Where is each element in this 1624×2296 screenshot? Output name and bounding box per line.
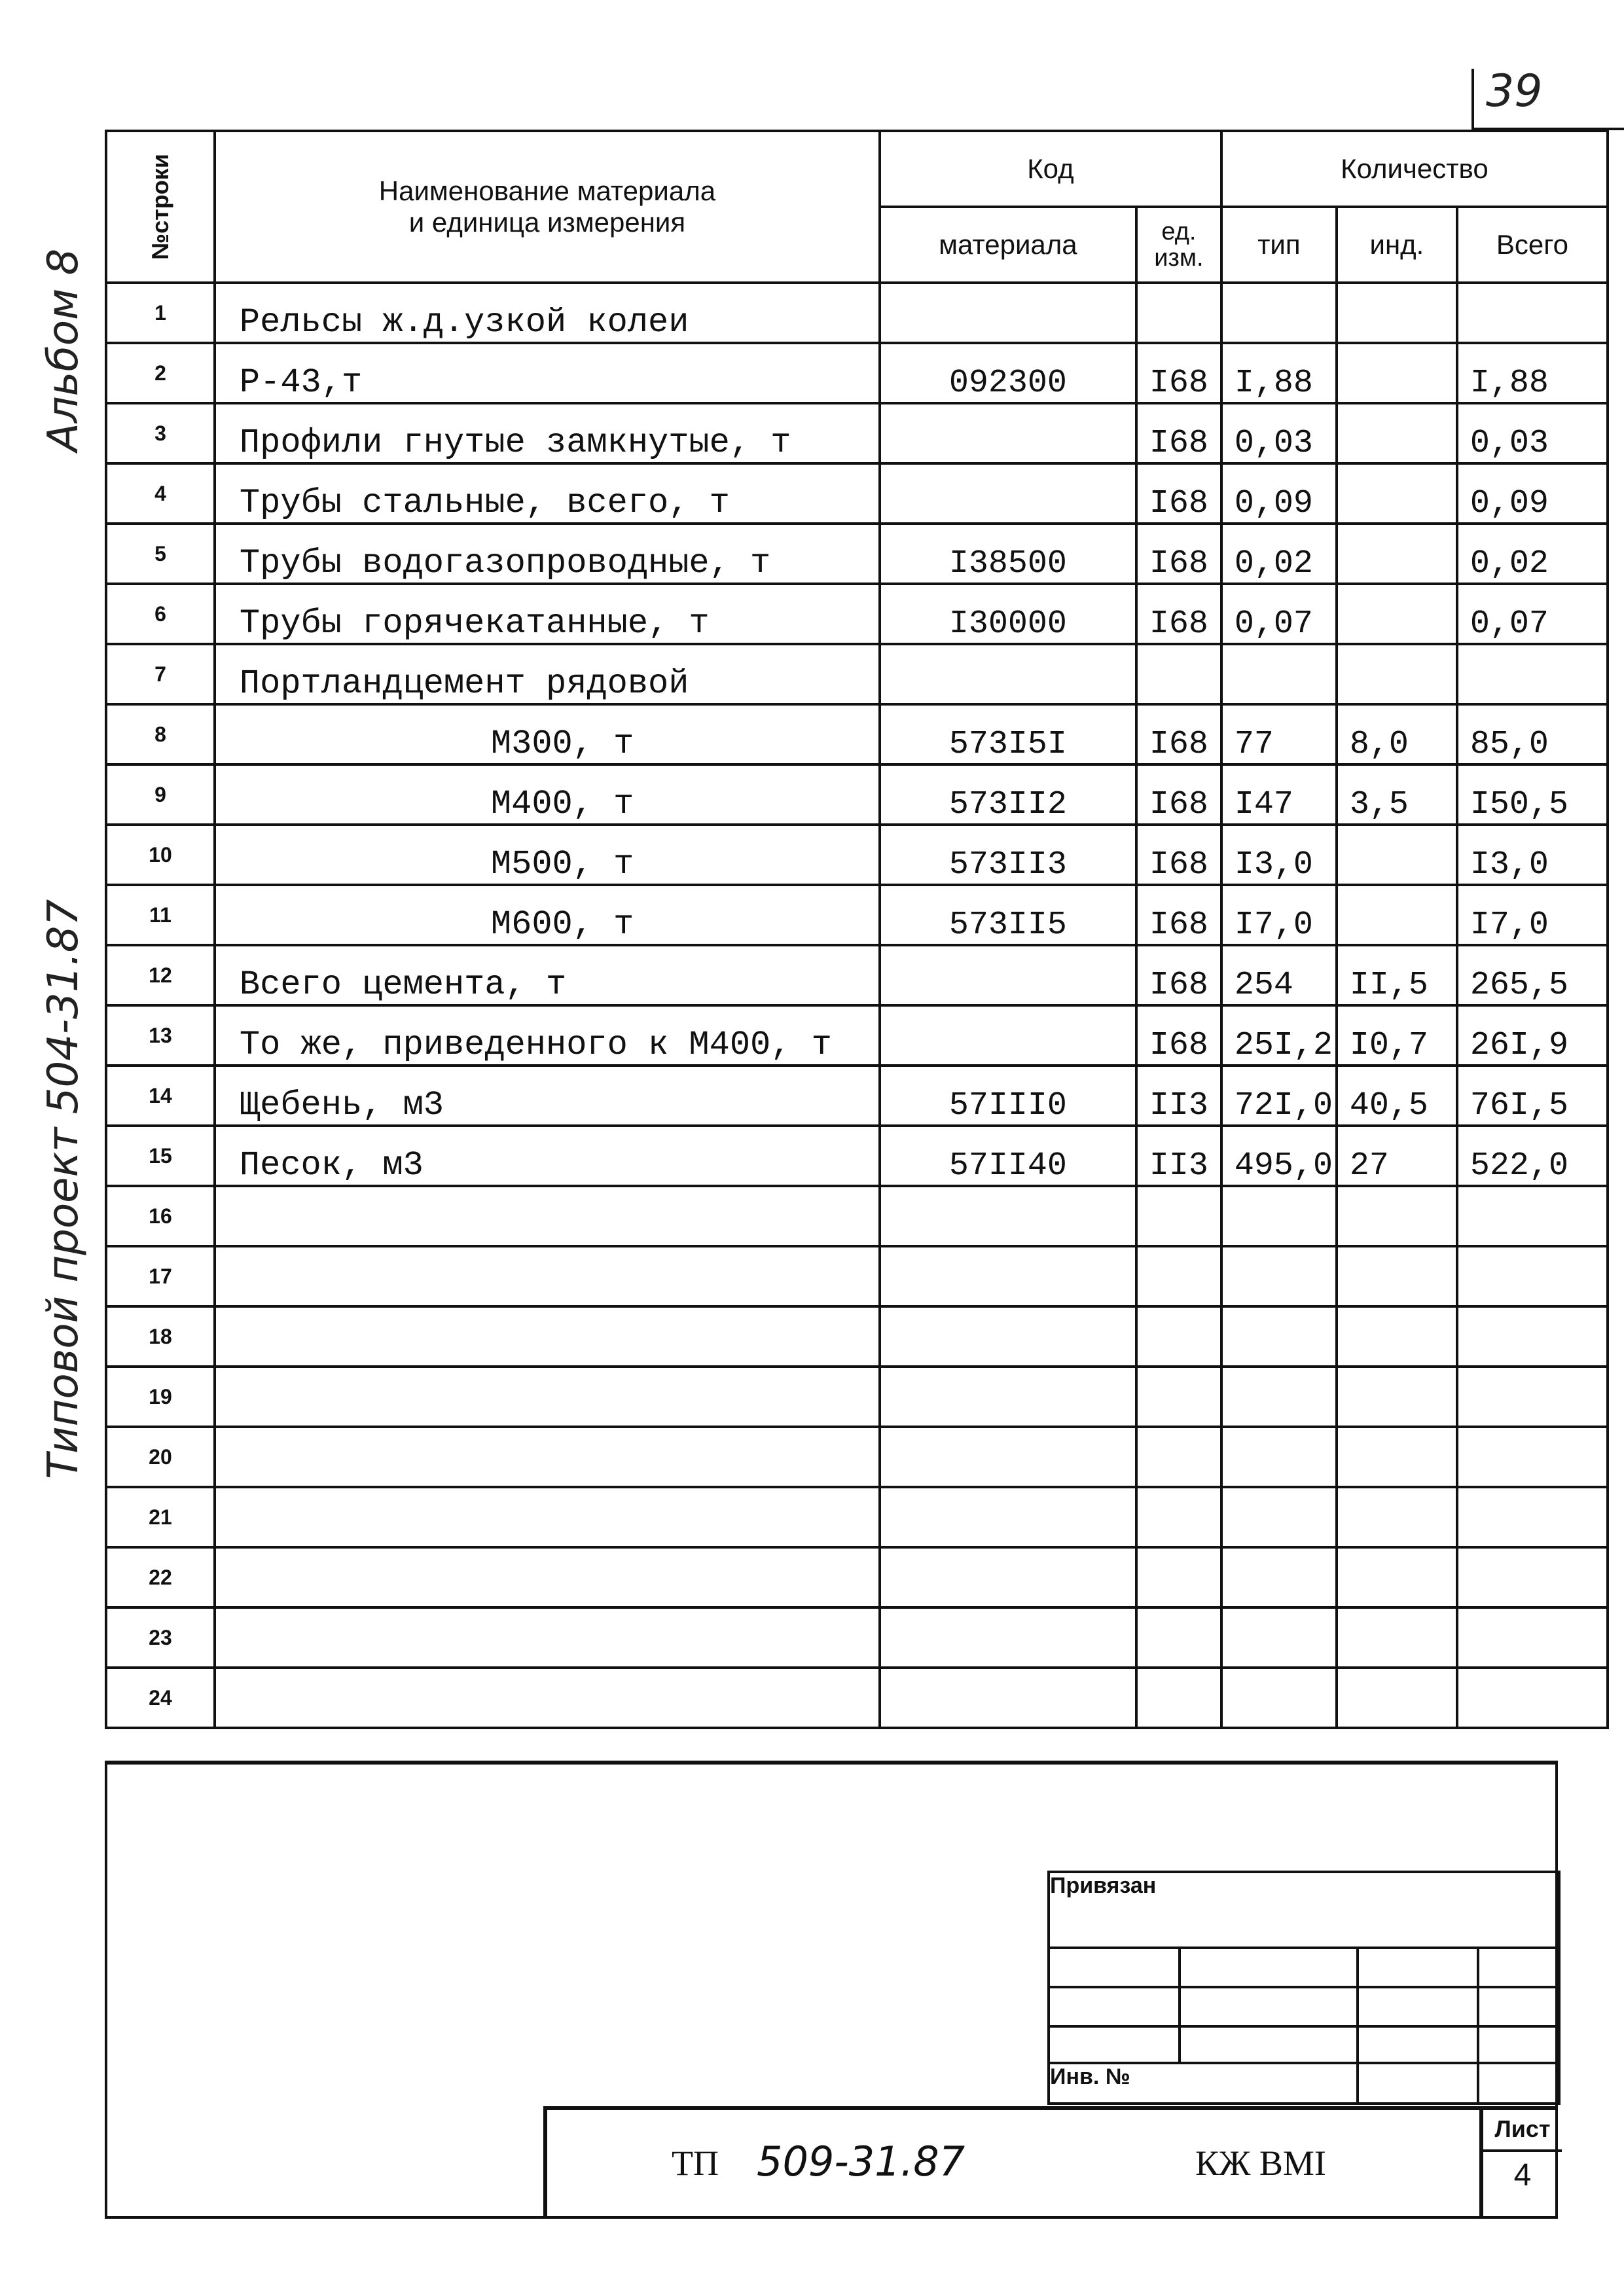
row-number: 13 <box>106 1005 215 1066</box>
material-name: Всего цемента, т <box>215 945 880 1005</box>
type-quantity <box>1221 1427 1337 1487</box>
row-number: 23 <box>106 1607 215 1668</box>
type-quantity: 25I,2 <box>1221 1005 1337 1066</box>
type-quantity-header: тип <box>1221 207 1337 283</box>
material-name: Р-43,т <box>215 343 880 403</box>
table-row <box>106 1306 1608 1367</box>
individual-quantity: 3,5 <box>1337 764 1457 825</box>
material-code <box>880 1668 1136 1728</box>
material-code <box>880 1547 1136 1607</box>
unit-code: I68 <box>1136 945 1221 1005</box>
unit-code: I68 <box>1136 825 1221 885</box>
unit-code: II3 <box>1136 1126 1221 1186</box>
type-quantity <box>1221 1367 1337 1427</box>
stamp-cell <box>1478 1948 1559 1987</box>
material-name <box>215 1306 880 1367</box>
unit-code <box>1136 644 1221 704</box>
row-number: 1 <box>106 283 215 343</box>
stamp-bound-label: Привязан <box>1049 1872 1559 1948</box>
individual-quantity <box>1337 825 1457 885</box>
materials-table <box>105 130 1609 1729</box>
total-quantity: 0,03 <box>1457 403 1608 463</box>
total-quantity <box>1457 1427 1608 1487</box>
material-code <box>880 1186 1136 1246</box>
type-quantity: I47 <box>1221 764 1337 825</box>
unit-code <box>1136 1668 1221 1728</box>
total-quantity <box>1457 1246 1608 1306</box>
row-number: 9 <box>106 764 215 825</box>
total-quantity: I50,5 <box>1457 764 1608 825</box>
material-name: Профили гнутые замкнутые, т <box>215 403 880 463</box>
code-header: Код <box>880 131 1221 207</box>
table-row <box>106 1066 1608 1126</box>
total-quantity-header: Всего <box>1457 207 1608 283</box>
material-name: Трубы горячекатанные, т <box>215 584 880 644</box>
stamp-cell <box>1049 1948 1180 1987</box>
material-name: Песок, м3 <box>215 1126 880 1186</box>
material-name: Портландцемент рядовой <box>215 644 880 704</box>
total-quantity: I,88 <box>1457 343 1608 403</box>
material-code: 573II2 <box>880 764 1136 825</box>
stamp-cell <box>1049 2026 1180 2063</box>
total-quantity: 26I,9 <box>1457 1005 1608 1066</box>
quantity-header: Количество <box>1221 131 1608 207</box>
table-row <box>106 584 1608 644</box>
material-code: 573I5I <box>880 704 1136 764</box>
individual-quantity-header: инд. <box>1337 207 1457 283</box>
type-quantity: 254 <box>1221 945 1337 1005</box>
individual-quantity <box>1337 1246 1457 1306</box>
material-name <box>215 1487 880 1547</box>
material-code: 573II5 <box>880 885 1136 945</box>
table-body <box>106 283 1608 1728</box>
title-block-project-code: 509-31.87 <box>757 2138 965 2185</box>
type-quantity: 0,09 <box>1221 463 1337 524</box>
row-number: 21 <box>106 1487 215 1547</box>
stamp-cell <box>1478 2063 1559 2104</box>
individual-quantity: 40,5 <box>1337 1066 1457 1126</box>
type-quantity: I3,0 <box>1221 825 1337 885</box>
table-row <box>106 283 1608 343</box>
unit-code: I68 <box>1136 524 1221 584</box>
type-quantity <box>1221 283 1337 343</box>
header-row-top <box>106 131 1608 207</box>
row-number: 2 <box>106 343 215 403</box>
table-row <box>106 764 1608 825</box>
material-name <box>215 1246 880 1306</box>
material-code <box>880 644 1136 704</box>
type-quantity <box>1221 1246 1337 1306</box>
total-quantity <box>1457 1668 1608 1728</box>
row-number: 8 <box>106 704 215 764</box>
material-name: М600, т <box>215 885 880 945</box>
material-code <box>880 1427 1136 1487</box>
material-name <box>215 1367 880 1427</box>
table-row <box>106 1246 1608 1306</box>
material-name: М400, т <box>215 764 880 825</box>
unit-code: I68 <box>1136 764 1221 825</box>
individual-quantity <box>1337 1306 1457 1367</box>
total-quantity: 85,0 <box>1457 704 1608 764</box>
material-name <box>215 1427 880 1487</box>
total-quantity <box>1457 1367 1608 1427</box>
unit-header: ед. изм. <box>1136 207 1221 283</box>
type-quantity: 495,0 <box>1221 1126 1337 1186</box>
stamp-cell <box>1478 1987 1559 2026</box>
individual-quantity <box>1337 1607 1457 1668</box>
stamp-cell <box>1180 1948 1358 1987</box>
total-quantity <box>1457 1487 1608 1547</box>
sheet-label: Лист <box>1483 2110 1562 2152</box>
page-number-frame <box>1471 69 1474 128</box>
sheet-number: 4 <box>1513 2158 1532 2193</box>
row-number: 19 <box>106 1367 215 1427</box>
material-name <box>215 1607 880 1668</box>
row-number: 6 <box>106 584 215 644</box>
table-row <box>106 945 1608 1005</box>
individual-quantity <box>1337 463 1457 524</box>
row-number: 10 <box>106 825 215 885</box>
material-code: 57II40 <box>880 1126 1136 1186</box>
material-name <box>215 1186 880 1246</box>
individual-quantity <box>1337 343 1457 403</box>
material-code: 573II3 <box>880 825 1136 885</box>
total-quantity: 0,09 <box>1457 463 1608 524</box>
table-row <box>106 885 1608 945</box>
row-number: 16 <box>106 1186 215 1246</box>
individual-quantity: 8,0 <box>1337 704 1457 764</box>
type-quantity: 0,07 <box>1221 584 1337 644</box>
material-name <box>215 1668 880 1728</box>
table-row <box>106 1487 1608 1547</box>
page-number: 39 <box>1486 65 1543 117</box>
unit-code: I68 <box>1136 584 1221 644</box>
row-number: 17 <box>106 1246 215 1306</box>
table-row <box>106 704 1608 764</box>
row-number: 18 <box>106 1306 215 1367</box>
row-number: 15 <box>106 1126 215 1186</box>
row-number: 7 <box>106 644 215 704</box>
unit-code: I68 <box>1136 885 1221 945</box>
total-quantity: I3,0 <box>1457 825 1608 885</box>
material-name-header: Наименование материала и единица измерения <box>215 131 880 283</box>
individual-quantity <box>1337 403 1457 463</box>
unit-code <box>1136 1367 1221 1427</box>
material-code <box>880 1306 1136 1367</box>
row-number: 22 <box>106 1547 215 1607</box>
table-row <box>106 1186 1608 1246</box>
total-quantity: 0,02 <box>1457 524 1608 584</box>
individual-quantity <box>1337 1487 1457 1547</box>
stamp-inventory-label: Инв. № <box>1049 2063 1358 2104</box>
material-name: М500, т <box>215 825 880 885</box>
table-row <box>106 463 1608 524</box>
type-quantity <box>1221 1668 1337 1728</box>
stamp-cell <box>1180 2026 1358 2063</box>
stamp-cell <box>1180 1987 1358 2026</box>
material-name: Щебень, м3 <box>215 1066 880 1126</box>
title-block-mark: КЖ ВМI <box>1195 2144 1326 2183</box>
unit-code: I68 <box>1136 403 1221 463</box>
binding-stamp <box>1047 1871 1561 2105</box>
table-row <box>106 644 1608 704</box>
title-block-tp: ТП <box>672 2144 719 2183</box>
unit-code <box>1136 283 1221 343</box>
type-quantity: I,88 <box>1221 343 1337 403</box>
unit-code: I68 <box>1136 704 1221 764</box>
unit-code: I68 <box>1136 343 1221 403</box>
material-code-header: материала <box>880 207 1136 283</box>
individual-quantity: I0,7 <box>1337 1005 1457 1066</box>
row-number: 12 <box>106 945 215 1005</box>
row-number: 4 <box>106 463 215 524</box>
table-row <box>106 1126 1608 1186</box>
individual-quantity <box>1337 524 1457 584</box>
unit-code <box>1136 1246 1221 1306</box>
total-quantity <box>1457 1607 1608 1668</box>
total-quantity: 76I,5 <box>1457 1066 1608 1126</box>
unit-code <box>1136 1607 1221 1668</box>
type-quantity: 72I,0 <box>1221 1066 1337 1126</box>
type-quantity <box>1221 1306 1337 1367</box>
type-quantity <box>1221 1487 1337 1547</box>
material-code: 57III0 <box>880 1066 1136 1126</box>
material-name: М300, т <box>215 704 880 764</box>
material-code <box>880 283 1136 343</box>
individual-quantity: 27 <box>1337 1126 1457 1186</box>
stamp-cell <box>1358 1987 1478 2026</box>
material-code <box>880 1367 1136 1427</box>
individual-quantity <box>1337 1367 1457 1427</box>
material-code <box>880 403 1136 463</box>
table-row <box>106 1607 1608 1668</box>
individual-quantity <box>1337 644 1457 704</box>
table-row <box>106 1367 1608 1427</box>
individual-quantity <box>1337 1427 1457 1487</box>
material-name: Трубы водогазопроводные, т <box>215 524 880 584</box>
sheet-number-box <box>1479 2110 1562 2219</box>
material-code: 092300 <box>880 343 1136 403</box>
stamp-cell <box>1478 2026 1559 2063</box>
unit-code: I68 <box>1136 1005 1221 1066</box>
type-quantity: 0,02 <box>1221 524 1337 584</box>
table-row <box>106 524 1608 584</box>
project-label: Типовой проект 504-31.87 <box>39 899 88 1479</box>
stamp-cell <box>1358 2026 1478 2063</box>
row-number: 11 <box>106 885 215 945</box>
material-code: I30000 <box>880 584 1136 644</box>
individual-quantity: II,5 <box>1337 945 1457 1005</box>
unit-code: I68 <box>1136 463 1221 524</box>
row-number: 3 <box>106 403 215 463</box>
type-quantity: I7,0 <box>1221 885 1337 945</box>
type-quantity <box>1221 1547 1337 1607</box>
individual-quantity <box>1337 885 1457 945</box>
material-code <box>880 1487 1136 1547</box>
total-quantity <box>1457 644 1608 704</box>
type-quantity: 0,03 <box>1221 403 1337 463</box>
type-quantity <box>1221 1186 1337 1246</box>
total-quantity: 0,07 <box>1457 584 1608 644</box>
table-row <box>106 343 1608 403</box>
stamp-cell <box>1358 1948 1478 1987</box>
table-row <box>106 825 1608 885</box>
individual-quantity <box>1337 1186 1457 1246</box>
individual-quantity <box>1337 283 1457 343</box>
table-row <box>106 1668 1608 1728</box>
total-quantity <box>1457 1547 1608 1607</box>
material-code <box>880 463 1136 524</box>
row-number: 5 <box>106 524 215 584</box>
total-quantity <box>1457 283 1608 343</box>
total-quantity: I7,0 <box>1457 885 1608 945</box>
material-code <box>880 1607 1136 1668</box>
row-number-header: №строки <box>106 131 215 283</box>
material-name: Трубы стальные, всего, т <box>215 463 880 524</box>
row-number: 14 <box>106 1066 215 1126</box>
material-code <box>880 945 1136 1005</box>
material-name <box>215 1547 880 1607</box>
material-code <box>880 1005 1136 1066</box>
row-number: 20 <box>106 1427 215 1487</box>
material-code <box>880 1246 1136 1306</box>
row-number: 24 <box>106 1668 215 1728</box>
table-row <box>106 1547 1608 1607</box>
individual-quantity <box>1337 584 1457 644</box>
unit-code <box>1136 1487 1221 1547</box>
unit-code <box>1136 1186 1221 1246</box>
material-code: I38500 <box>880 524 1136 584</box>
album-label: Альбом 8 <box>39 248 88 452</box>
unit-code <box>1136 1427 1221 1487</box>
stamp-cell <box>1358 2063 1478 2104</box>
total-quantity <box>1457 1306 1608 1367</box>
title-block <box>543 2106 1558 2219</box>
stamp-cell <box>1049 1987 1180 2026</box>
total-quantity <box>1457 1186 1608 1246</box>
total-quantity: 265,5 <box>1457 945 1608 1005</box>
individual-quantity <box>1337 1547 1457 1607</box>
total-quantity: 522,0 <box>1457 1126 1608 1186</box>
material-name: То же, приведенного к М400, т <box>215 1005 880 1066</box>
table-row <box>106 1005 1608 1066</box>
table-row <box>106 1427 1608 1487</box>
unit-code: II3 <box>1136 1066 1221 1126</box>
table-row <box>106 403 1608 463</box>
type-quantity <box>1221 644 1337 704</box>
unit-code <box>1136 1306 1221 1367</box>
type-quantity: 77 <box>1221 704 1337 764</box>
material-name: Рельсы ж.д.узкой колеи <box>215 283 880 343</box>
unit-code <box>1136 1547 1221 1607</box>
type-quantity <box>1221 1607 1337 1668</box>
individual-quantity <box>1337 1668 1457 1728</box>
